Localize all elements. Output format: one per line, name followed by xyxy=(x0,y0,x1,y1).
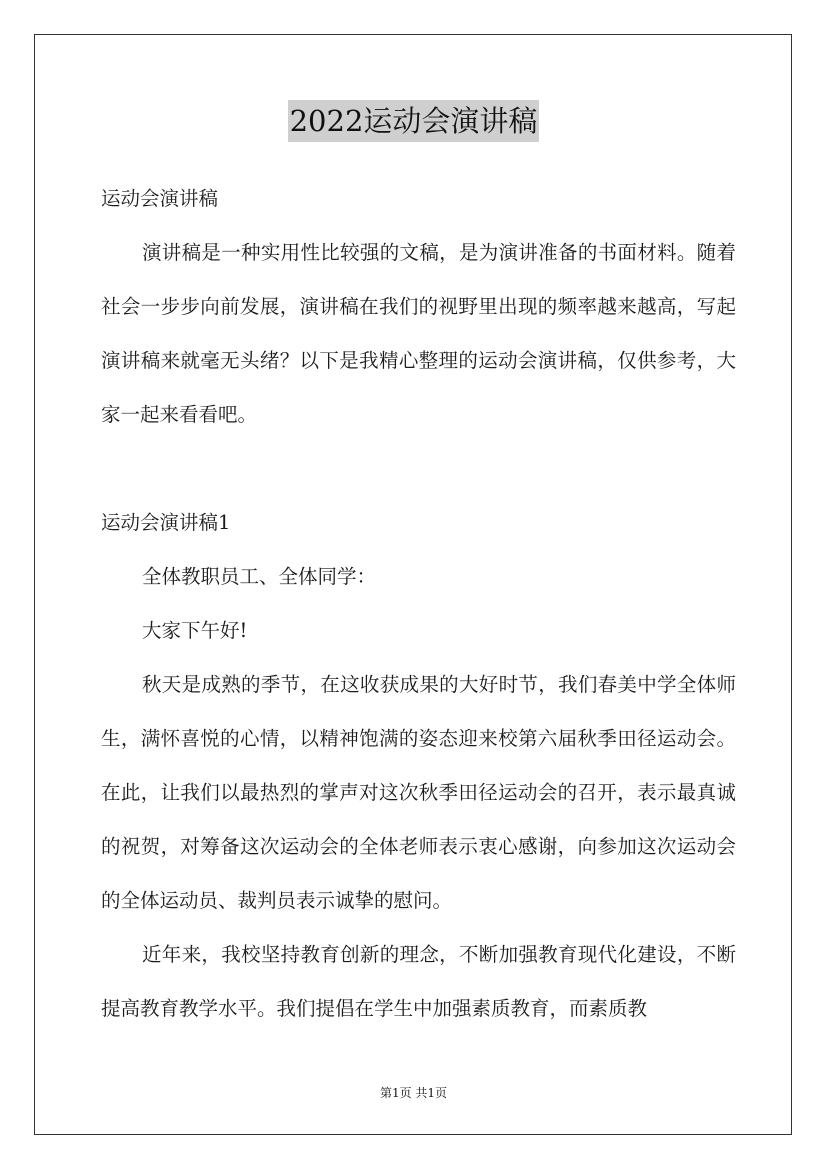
section-heading-1: 运动会演讲稿1 xyxy=(101,511,231,534)
intro-paragraph: 演讲稿是一种实用性比较强的文稿，是为演讲准备的书面材料。随着社会一步步向前发展，演讲稿在我们的视野里出现的频率越来越高，写起演讲稿来就毫无头绪？以下是我精心整理的运动会演讲稿，仅供参考，大家一起来看看吧。 xyxy=(101,241,736,426)
document-title: 2022运动会演讲稿 xyxy=(288,100,540,142)
greeting: 大家下午好! xyxy=(142,619,248,642)
document-title-container xyxy=(0,100,827,142)
spacer xyxy=(101,442,736,496)
body-paragraph: 近年来，我校坚持教育创新的理念，不断加强教育现代化建设，不断提高教育教学水平。我们提倡在学生中加强素质教育，而素质教 xyxy=(101,943,736,1020)
document-body xyxy=(101,172,736,1036)
body-paragraph: 秋天是成熟的季节，在这收获成果的大好时节，我们春美中学全体师生，满怀喜悦的心情，以精神饱满的姿态迎来校第六届秋季田径运动会。在此，让我们以最热烈的掌声对这次秋季田径运动会的召开，表示最真诚的祝贺，对筹备这次运动会的全体老师表示衷心感谢，向参加这次运动会的全体运动员、裁判员表示诚挚的慰问。 xyxy=(101,673,736,912)
page-footer: 第1页 共1页 xyxy=(379,1086,448,1100)
salutation: 全体教职员工、全体同学： xyxy=(142,565,377,588)
section-heading: 运动会演讲稿 xyxy=(101,187,219,210)
